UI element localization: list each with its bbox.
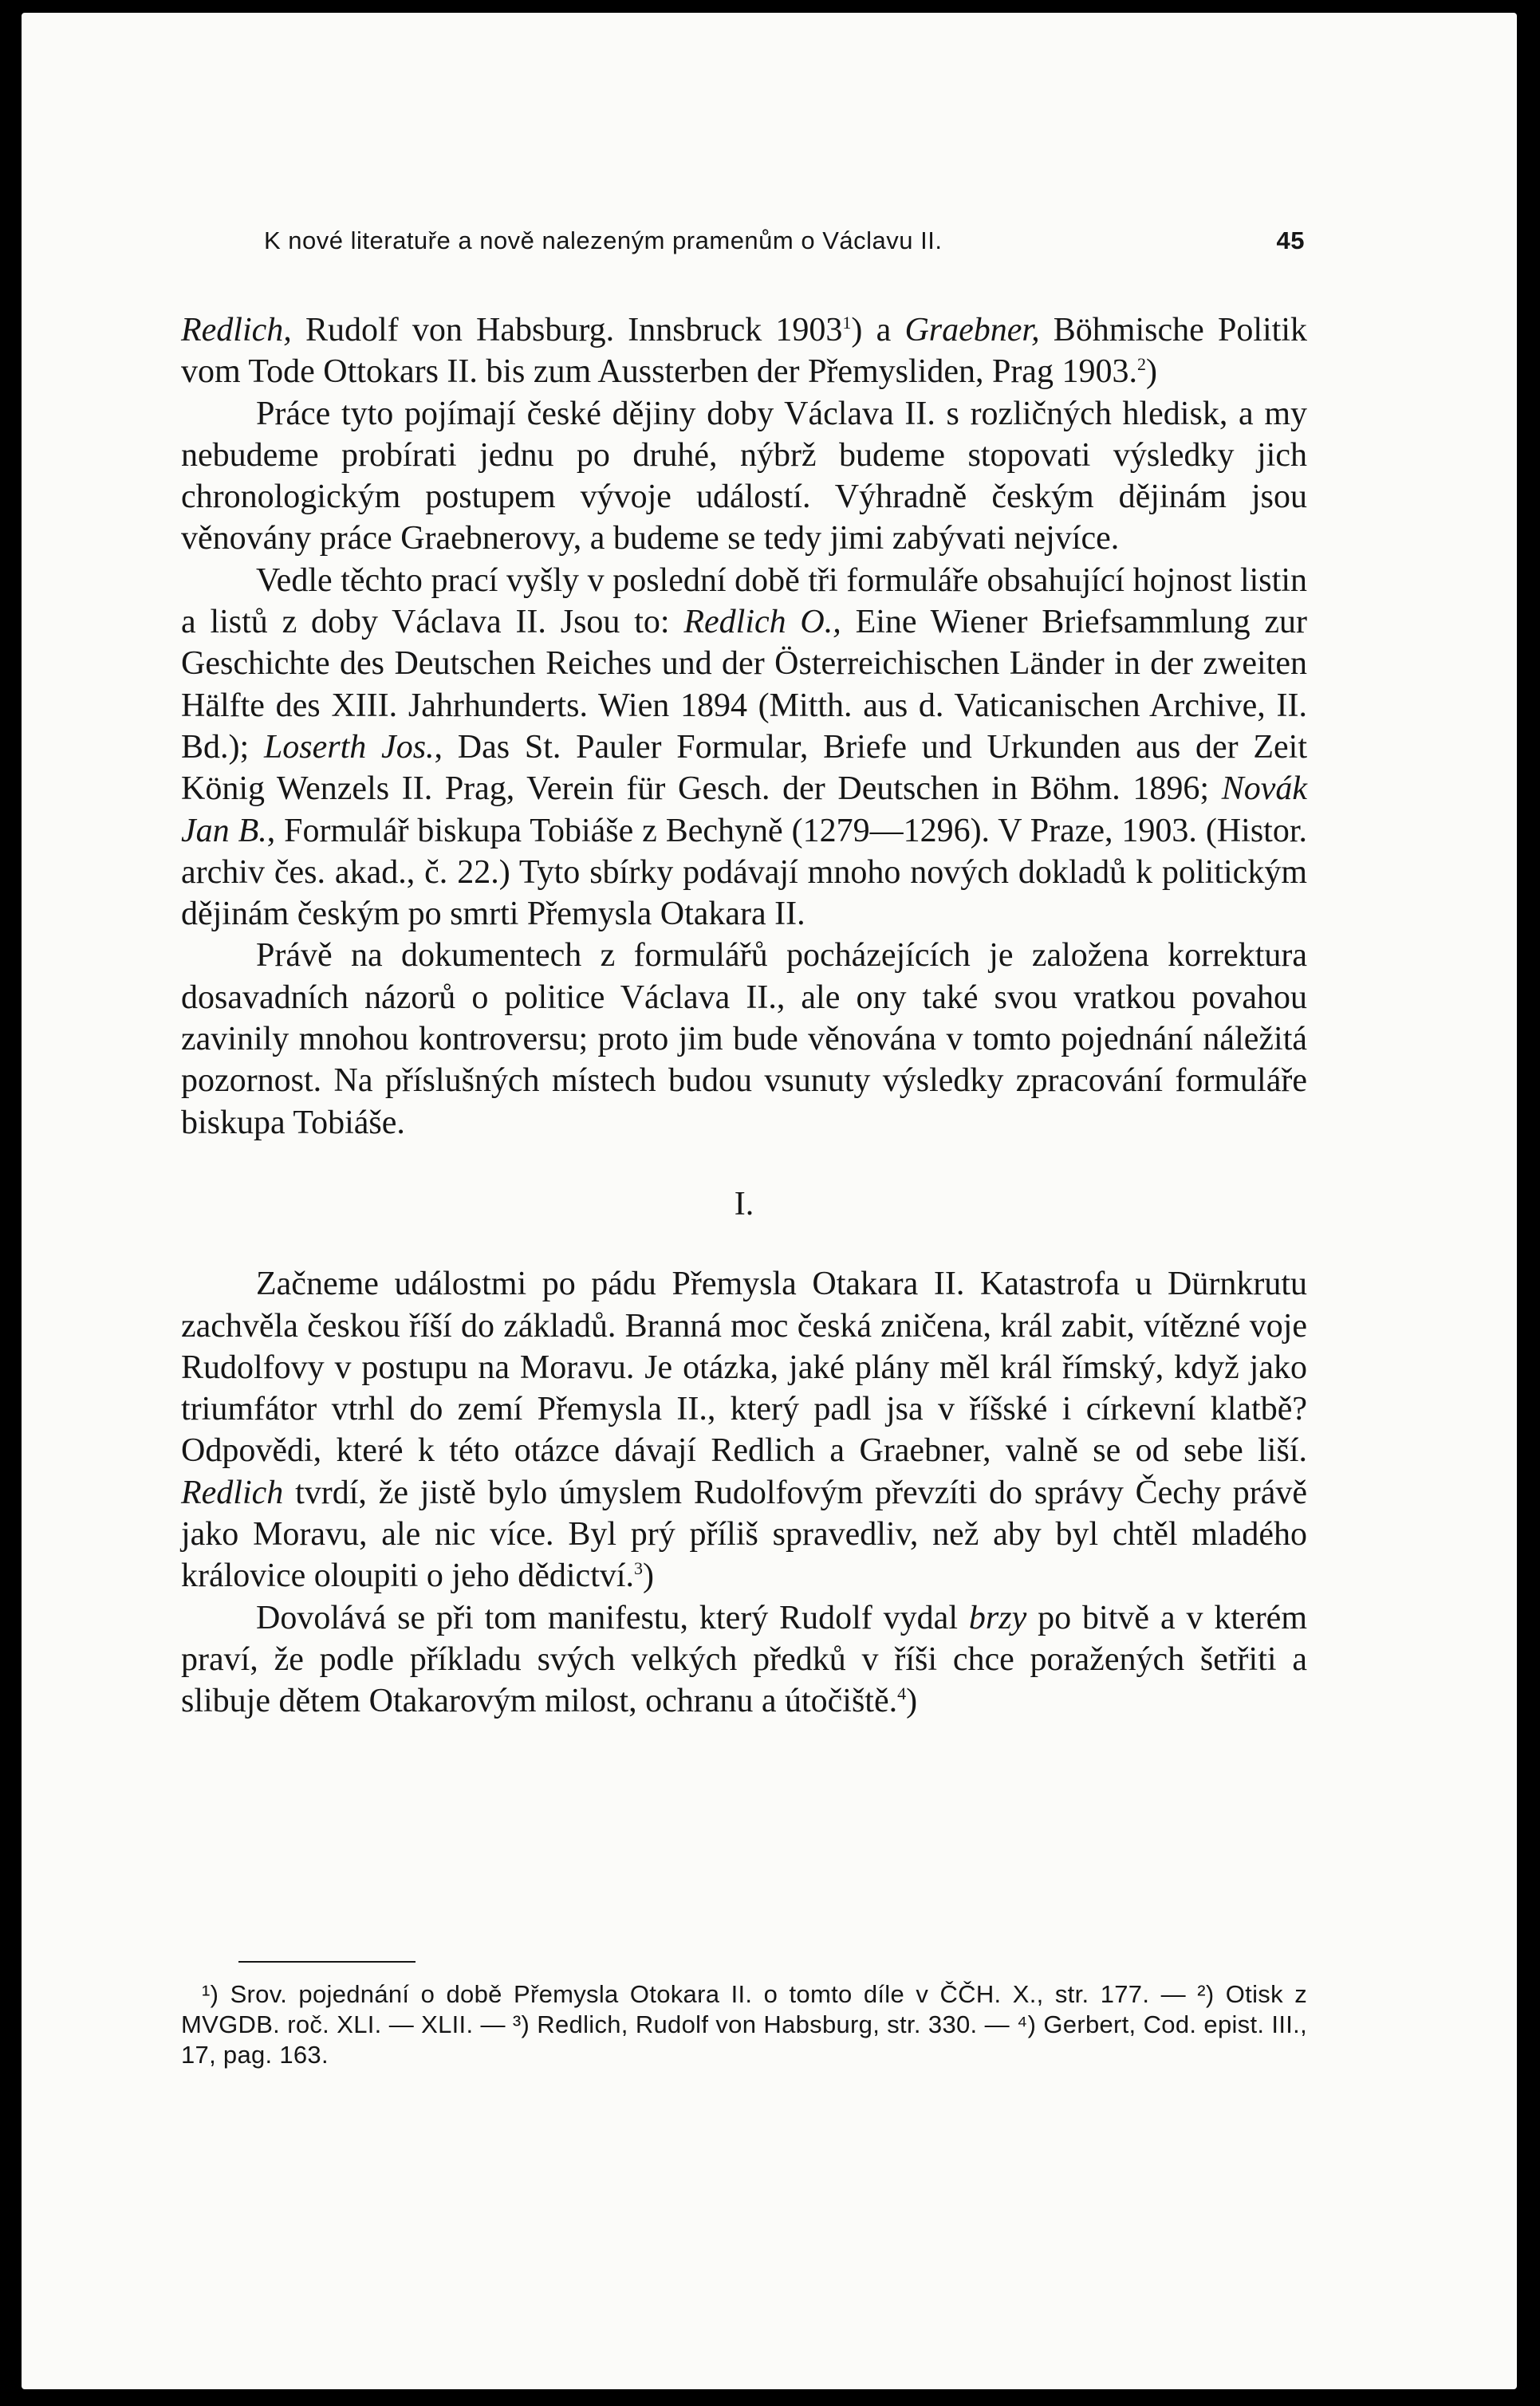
paragraph-6-text-c: ) [906, 1683, 918, 1720]
footnote-ref-4: 4 [897, 1683, 907, 1704]
paragraph-5-text-a: Začneme událostmi po pádu Přemysla Otakara II. Katastrofa u Dürnkrutu zachvěla českou říší do základů. Branná moc česká zničena, král zabit, vítězné voje Rudolfovy v postupu na Moravu. Je otázka, jaké plány měl král římský, když jako triumfátor vtrhl do zemí Přemysla II., který padl jsa v říšské i církevní klatbě? Odpovědi, které k této otázce dávají Redlich a Graebner, valně se od sebe liší. [181, 1266, 1307, 1470]
paragraph-1-text-a: Rudolf von Habsburg. Innsbruck 1903 [291, 312, 843, 348]
paragraph-5-text-b: tvrdí, že jistě bylo úmyslem Rudolfovým převzíti do správy Čechy právě jako Moravu, ale nic více. Byl prý příliš spravedliv, než aby byl chtěl mladého královice oloupiti o jeho dědictví. [181, 1474, 1307, 1595]
author-redlich: Redlich, [181, 312, 292, 348]
author-novak: Novák Jan B. [181, 770, 1307, 849]
author-loserth: Loserth Jos. [263, 728, 435, 766]
paragraph-5-text-c: ) [643, 1557, 655, 1595]
paragraph-3-text-c: , Das St. Pauler Formular, Briefe und Urkunden aus der Zeit König Wenzels II. Prag, Verein für Gesch. der Deutschen in Böhm. 1896; [181, 728, 1308, 808]
paragraph-4: Právě na dokumentech z formulářů pocházejících je založena korrektura dosavadních názorů o politice Václava II., ale ony také svou vratkou povahou zavinily mnohou kontroversu; proto jim bude věnována v tomto pojednání náležitá pozornost. Na příslušných místech budou vsunuty výsledky zpracování formuláře biskupa Tobiáše. [181, 937, 1307, 1141]
section-heading: I. [734, 1185, 754, 1223]
footnote-ref-2: 2 [1136, 354, 1146, 375]
author-redlich-o: Redlich O., [683, 604, 841, 641]
paragraph-3-text-d: , Formulář biskupa Tobiáše z Bechyně (1279—1296). V Praze, 1903. (Histor. archiv čes. akad., č. 22.) Tyto sbírky podávají mnoho nových dokladů k politickým dějinám českým po smrti Přemysla Otakara II. [181, 812, 1308, 933]
footnote-ref-1: 1 [842, 313, 852, 333]
paragraph-3 [181, 560, 1307, 935]
paragraph-1-text-c: Böhmische Politik vom Tode Ottokars II. bis zum Aussterben der Přemysliden, Prag 1903. [181, 312, 1307, 391]
running-title: K nové literatuře a nově nalezeným pramenům o Václavu II. [264, 226, 943, 254]
footnotes [181, 1979, 1307, 2070]
emphasis-brzy: brzy [968, 1599, 1027, 1636]
running-header [264, 226, 1305, 255]
paragraph-3-text-b: Eine Wiener Briefsammlung zur Geschichte des Deutschen Reiches und der Österreichischen Länder in der zweiten Hälfte des XIII. Jahrhunderts. Wien 1894 (Mitth. aus d. Vaticanischen Archive, II. Bd.); [181, 604, 1308, 766]
page-number: 45 [1276, 226, 1305, 254]
footnote-divider [238, 1961, 416, 1963]
paragraph-1-text-d: ) [1145, 353, 1157, 391]
paragraph-6-text-b: po bitvě a v kterém praví, že podle příkladu svých velkých předků v říši chce poražených šetřiti a slibuje dětem Otakarovým milost, ochranu a útočiště. [181, 1599, 1307, 1720]
author-graebner: Graebner, [904, 312, 1040, 348]
footnote-text: ¹) Srov. pojednání o době Přemysla Otokara II. o tomto díle v ČČH. X., str. 177. — ²) Otisk z MVGDB. roč. XLI. — XLII. — ³) Redlich, Rudolf von Habsburg, str. 330. — ⁴) Gerbert, Cod. epist. III., 17, pag. 163. [181, 1980, 1307, 2069]
paragraph-3-text-a: Vedle těchto prací vyšly v poslední době tři formuláře obsahující hojnost listin a listů z doby Václava II. Jsou to: [181, 561, 1307, 641]
body-text [181, 309, 1307, 1723]
paragraph-6-text-a: Dovolává se při tom manifestu, který Rudolf vydal [256, 1599, 969, 1636]
paragraph-5 [181, 1263, 1307, 1597]
paragraph-2: Práce tyto pojímají české dějiny doby Václava II. s rozličných hledisk, a my nebudeme probírati jednu po druhé, nýbrž budeme stopovati výsledky jich chronologickým postupem vývoje událostí. Výhradně českým dějinám jsou věnovány práce Graebnerovy, a budeme se tedy jimi zabývati nejvíce. [181, 395, 1307, 557]
paragraph-6 [181, 1597, 1307, 1723]
paragraph-1 [181, 309, 1307, 393]
author-redlich-2: Redlich [181, 1474, 284, 1511]
paragraph-1-text-b: ) a [851, 312, 905, 348]
footnote-ref-3: 3 [634, 1558, 644, 1579]
book-page [22, 13, 1517, 2389]
